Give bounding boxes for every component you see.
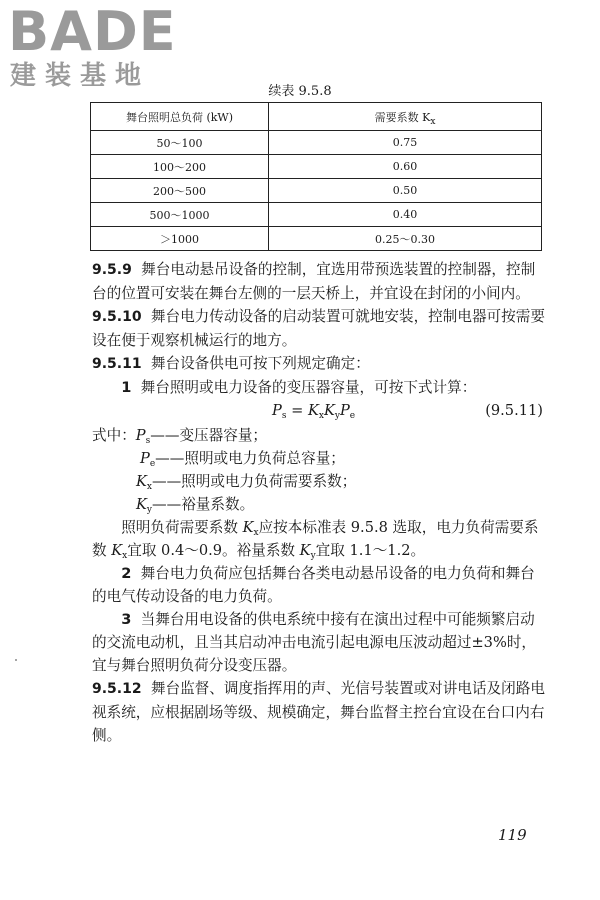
body-text [92, 258, 547, 747]
table-row [91, 155, 542, 179]
table-row [91, 179, 542, 203]
logo-subtitle: 建装基地 [10, 61, 151, 91]
load-factor-table [90, 102, 542, 251]
clause-9-5-11: 9.5.11 舞台设备供电可按下列规定确定： [92, 355, 370, 372]
table-row [91, 131, 542, 155]
cell-factor: 0.75 [269, 131, 542, 155]
stray-mark [15, 659, 17, 661]
clause-9-5-12: 9.5.12 舞台监督、调度指挥用的声、光信号装置或对讲电话及闭路电视系统，应根据剧场等级、规模确定，舞台监督主控台宜设在台口内右侧。 [92, 680, 545, 744]
item-2: 2 舞台电力负荷应包括舞台各类电动悬吊设备的电力负荷和舞台的电气传动设备的电力负荷。 [92, 565, 535, 605]
table-row [91, 227, 542, 251]
cell-factor: 0.25～0.30 [269, 227, 542, 251]
clause-9-5-10: 9.5.10 舞台电力传动设备的启动装置可就地安装，控制电器可按需要设在便于观察机械运行的地方。 [92, 308, 545, 349]
cell-factor: 0.40 [269, 203, 542, 227]
table-header-row [91, 103, 542, 131]
logo-word: BADE [8, 0, 177, 63]
coefficient-note: 照明负荷需要系数 $K_x$应按本标准表 9.5.8 选取，电力负荷需要系数 $K_x$宜取 0.4～0.9。裕量系数 $K_y$宜取 1.1～1.2。 [92, 519, 539, 561]
formula-expression: $P_s = K_xK_yP_e$ [272, 402, 356, 421]
table-row [91, 203, 542, 227]
clause-9-5-9: 9.5.9 舞台电动悬吊设备的控制，宜选用带预选装置的控制器，控制台的位置可安装在舞台左侧的一层天桥上，并宜设在封闭的小间内。 [92, 261, 536, 302]
header-total-load: 舞台照明总负荷 (kW) [91, 103, 269, 131]
watermark-logo [8, 2, 198, 92]
formula-number: (9.5.11) [485, 402, 543, 419]
cell-load: 200～500 [91, 179, 269, 203]
cell-factor: 0.60 [269, 155, 542, 179]
cell-load: ＞1000 [91, 227, 269, 251]
table-caption: 续表 9.5.8 [268, 84, 332, 99]
item-3: 3 当舞台用电设备的供电系统中接有在演出过程中可能频繁启动的交流电动机，且当其启动冲击电流引起电源电压波动超过±3%时，宜与舞台照明负荷分设变压器。 [92, 611, 537, 674]
formula-9-5-11 [92, 399, 547, 424]
definition-ky: $K_y——$裕量系数。 [136, 496, 255, 515]
cell-load: 100～200 [91, 155, 269, 179]
cell-load: 50～100 [91, 131, 269, 155]
cell-factor: 0.50 [269, 179, 542, 203]
header-demand-factor: 需要系数 $K_x$ [269, 103, 542, 131]
item-1: 1 舞台照明或电力设备的变压器容量，可按下式计算： [121, 379, 477, 396]
page-number: 119 [498, 826, 527, 844]
cell-load: 500～1000 [91, 203, 269, 227]
definition-pe: $P_e——$照明或电力负荷总容量； [140, 450, 345, 469]
definition-kx: $K_x——$照明或电力负荷需要系数； [136, 473, 357, 492]
definition-lead: 式中：$P_s——$变压器容量； [92, 427, 268, 446]
